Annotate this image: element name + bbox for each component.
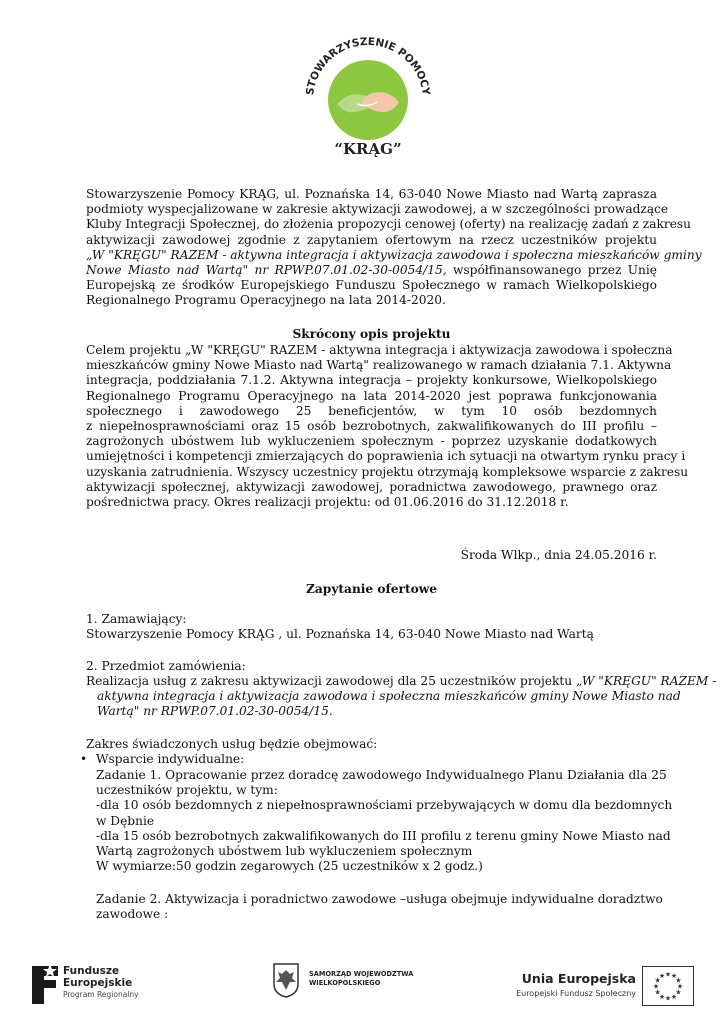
eu-star-icon: ★ — [670, 992, 678, 1001]
eagle-crest-icon — [272, 962, 300, 998]
summary-line: aktywizacji społecznej, aktywizacji zawodowej, poradnictwa zawodowego, prawnego oraz — [86, 479, 657, 494]
scope-intro: Zakres świadczonych usług będzie obejmować: — [86, 737, 378, 751]
fe-line1: Fundusze — [63, 965, 120, 977]
summary-heading: Skrócony opis projektu — [292, 327, 451, 341]
task-2-line: zawodowe : — [96, 907, 169, 922]
eu-star-icon: ★ — [670, 972, 678, 981]
section-2-heading: 2. Przedmiot zamówienia: — [86, 659, 246, 673]
eu-logo — [500, 962, 700, 1012]
section-2-text: Realizacja usług z zakresu aktywizacji zawodowej dla 25 uczestników projektu — [86, 674, 576, 688]
intro-line-project-title: „W "KRĘGU" RAZEM - aktywna integracja i aktywizacja zawodowa i społeczna mieszkańców gminy — [86, 247, 702, 262]
eu-star-icon: ★ — [652, 982, 660, 991]
organization-logo — [295, 22, 440, 162]
summary-line: umiejętności i kompetencji zmierzających do poprawienia ich sytuacji na otwartym rynku pracy i — [86, 449, 686, 464]
summary-line: uzyskania zatrudnienia. Wszyscy uczestnicy projektu otrzymają kompleksowe wsparcie z zakresu — [86, 464, 689, 479]
eu-star-icon: ★ — [654, 976, 661, 985]
summary-line: integracja, poddziałania 7.1.2. Aktywna integracja – projekty konkursowe, Wielkopolskiego — [86, 373, 657, 388]
eu-star-icon: ★ — [664, 994, 672, 1003]
section-2-project-line: aktywna integracja i aktywizacja zawodowa i społeczna mieszkańców gminy Nowe Miasto nad — [97, 689, 681, 704]
eu-star-icon: ★ — [676, 982, 684, 991]
summary-line: z niepełnosprawnościami oraz 15 osób bezrobotnych, zakwalifikowanych do III profilu – — [86, 419, 657, 434]
eu-flag-icon — [642, 966, 694, 1006]
summary-paragraph — [86, 343, 689, 510]
scope-bullet: Wsparcie indywidualne: — [96, 752, 245, 766]
intro-line: Kluby Integracji Społecznej, do złożenia propozycji cenowej (oferty) na realizację zadań z zakresu — [86, 217, 692, 232]
task-1-line: uczestników projektu, w tym: — [96, 783, 278, 798]
sw-line1: SAMORZĄD WOJEWÓDZTWA — [309, 970, 414, 978]
fe-line2: Europejskie — [63, 977, 133, 989]
bullet-icon: • — [80, 752, 88, 766]
document-title: Zapytanie ofertowe — [306, 582, 437, 596]
summary-line: Regionalnego Programu Operacyjnego na lata 2014-2020 jest poprawa funkcjonowania — [86, 388, 657, 403]
section-2-project-title: „W "KRĘGU" RAZEM - — [576, 674, 717, 688]
eu-line1: Unia Europejska — [521, 971, 636, 986]
task-1-group-b: Wartą zagrożonych ubóstwem lub wykluczeniem społecznym — [96, 844, 473, 859]
fe-line3: Program Regionalny — [63, 990, 139, 999]
task-1-group-a: -dla 10 osób bezdomnych z niepełnosprawnościami przebywających w domu dla bezdomnych — [96, 798, 673, 813]
summary-line: pośrednictwa pracy. Okres realizacji projektu: od 01.06.2016 do 31.12.2018 r. — [86, 495, 569, 510]
section-2-project-line: Wartą" nr RPWP.07.01.02-30-0054/15. — [97, 704, 333, 719]
section-2-body — [86, 674, 717, 720]
eu-star-icon: ★ — [675, 976, 682, 985]
intro-line: podmioty wyspecjalizowane w zakresie aktywizacji zawodowej, a w szczególności prowadzące — [86, 202, 669, 217]
intro-line: aktywizacji zawodowej zgodnie z zapytaniem ofertowym na rzecz uczestników projektu — [86, 232, 657, 247]
fe-star-icon — [30, 962, 60, 1008]
task-1 — [96, 768, 673, 874]
intro-line: Europejską ze środków Europejskiego Funduszu Społecznego w ramach Wielkopolskiego — [86, 278, 657, 293]
project-number: Nowe Miasto nad Wartą" nr RPWP.07.01.02-30-0054/15, — [86, 263, 447, 278]
intro-line-project-number — [86, 263, 657, 278]
section-1-text: Stowarzyszenie Pomocy KRĄG , ul. Poznańska 14, 63-040 Nowe Miasto nad Wartą — [86, 627, 594, 641]
eu-star-icon: ★ — [658, 992, 666, 1001]
eu-line2: Europejski Fundusz Społeczny — [516, 989, 636, 998]
eu-star-icon: ★ — [658, 972, 666, 981]
task-2 — [96, 892, 663, 922]
task-2-line: Zadanie 2. Aktywizacja i poradnictwo zawodowe –usługa obejmuje indywidualne doradztwo — [96, 892, 663, 906]
fe-logo — [30, 962, 150, 1012]
intro-cofinanced: współfinansowanego przez Unię — [446, 263, 657, 278]
eu-star-icon: ★ — [675, 988, 682, 997]
intro-paragraph — [86, 187, 702, 309]
logo-arc-text: STOWARZYSZENIE POMOCY — [304, 35, 432, 96]
task-1-group-a: w Dębnie — [96, 813, 155, 828]
sw-line2: WIELKOPOLSKIEGO — [309, 979, 381, 987]
task-1-group-b: -dla 15 osób bezrobotnych zakwalifikowanych do III profilu z terenu gminy Nowe Miasto nad — [96, 828, 671, 843]
intro-line: Regionalnego Programu Operacyjnego na lata 2014-2020. — [86, 293, 446, 308]
summary-line: Celem projektu „W "KRĘGU" RAZEM - aktywna integracja i aktywizacja zawodowa i społeczna — [86, 343, 673, 357]
summary-line: mieszkańców gminy Nowe Miasto nad Wartą" realizowanego w ramach działania 7.1. Aktywna — [86, 358, 672, 373]
section-1-heading: 1. Zamawiający: — [86, 612, 187, 626]
document-date: Środa Wlkp., dnia 24.05.2016 r. — [460, 548, 657, 562]
summary-line: zagrożonych ubóstwem lub wykluczeniem społecznym - poprzez uzyskanie dodatkowych — [86, 434, 657, 449]
sw-logo — [272, 962, 432, 1006]
intro-line: Stowarzyszenie Pomocy KRĄG, ul. Poznańska 14, 63-040 Nowe Miasto nad Wartą zaprasza — [86, 187, 657, 201]
summary-line: społecznego i zawodowego 25 beneficjentów, w tym 10 osób bezdomnych — [86, 403, 657, 418]
eu-star-icon: ★ — [654, 988, 661, 997]
footer-logos — [0, 960, 725, 1020]
task-1-hours: W wymiarze:50 godzin zegarowych (25 uczestników x 2 godz.) — [96, 859, 483, 874]
eu-star-icon: ★ — [664, 970, 672, 979]
logo-name: “KRĄG” — [334, 140, 402, 158]
task-1-line: Zadanie 1. Opracowanie przez doradcę zawodowego Indywidualnego Planu Działania dla 25 — [96, 768, 667, 782]
